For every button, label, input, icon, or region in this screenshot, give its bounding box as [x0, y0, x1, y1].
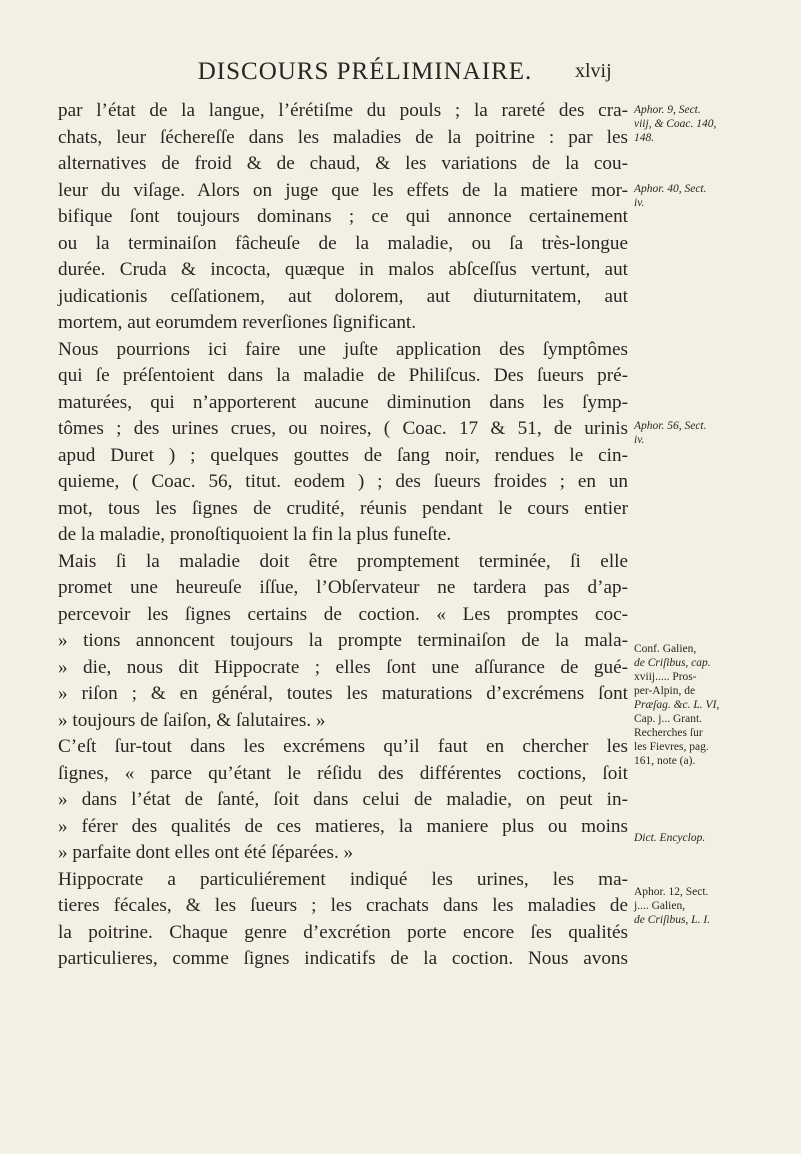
- margin-note-aphor-56: [634, 419, 754, 447]
- text-line: promet une heureuſe iſſue, l’Obſervateur ne tardera pas d’ap-: [58, 577, 628, 598]
- running-title: DISCOURS PRÉLIMINAIRE.: [197, 58, 533, 85]
- margin-note-line: xviij..... Pros-: [634, 671, 697, 683]
- margin-note-line: Conf. Galien,: [634, 643, 697, 655]
- text-line: chats, leur ſéchereſſe dans les maladies de la poitrine : par les: [58, 126, 628, 148]
- text-line: mortem, aut eorumdem reverſiones ſignificant.: [58, 312, 417, 333]
- margin-note-dict-encyclop: [634, 831, 754, 845]
- margin-note-line: Aphor. 12, Sect.: [634, 886, 709, 898]
- text-line: » toujours de ſaiſon, & ſalutaires. »: [58, 709, 326, 731]
- margin-note-aphor-9: [634, 103, 754, 145]
- text-line: de la maladie, pronoſtiquoient la fin la plus funeſte.: [58, 524, 452, 545]
- text-line: » parfaite dont elles ont été ſéparées. »: [58, 842, 354, 863]
- margin-note-line: Aphor. 56, Sect.: [634, 420, 707, 432]
- margin-note-line: per-Alpin, de: [634, 685, 696, 697]
- margin-note-line: de Criſibus, L. I.: [634, 914, 711, 926]
- margin-note-aphor-12: [634, 885, 754, 927]
- text-line: la poitrine. Chaque genre d’excrétion porte encore ſes qualités: [58, 921, 628, 943]
- margin-note-line: Recherches ſur: [634, 727, 703, 739]
- text-line: maturées, qui n’apporterent aucune diminution dans les ſymp-: [58, 391, 628, 413]
- text-line: quieme, ( Coac. 56, titut. eodem ) ; des ſueurs froides ; en un: [58, 471, 628, 492]
- text-line: » die, nous dit Hippocrate ; elles ſont une aſſurance de gué-: [58, 656, 628, 678]
- margin-note-line: viij, & Coac. 140,: [634, 118, 717, 130]
- margin-note-aphor-40: [634, 182, 754, 210]
- text-line: » dans l’état de ſanté, ſoit dans celui de maladie, on peut in-: [58, 789, 628, 810]
- text-line: ou la terminaiſon fâcheuſe de la maladie, ou ſa très-longue: [58, 232, 628, 254]
- margin-note-line: iv.: [634, 197, 645, 209]
- margin-note-line: j.... Galien,: [634, 900, 686, 912]
- text-line: » tions annoncent toujours la prompte terminaiſon de la mala-: [58, 630, 628, 651]
- text-line: apud Duret ) ; quelques gouttes de ſang noir, rendues le cin-: [58, 444, 628, 466]
- margin-note-line: 148.: [634, 132, 655, 144]
- text-line: durée. Cruda & incocta, quæque in malos abſceſſus vertunt, aut: [58, 259, 628, 280]
- text-line: tieres fécales, & les ſueurs ; les crachats dans les maladies de: [58, 895, 628, 916]
- text-line: bifique ſont toujours dominans ; ce qui annonce certainement: [58, 206, 628, 227]
- margin-note-line: Aphor. 40, Sect.: [634, 183, 707, 195]
- text-line: alternatives de froid & de chaud, & les variations de la cou-: [58, 153, 628, 174]
- margin-note-line: iv.: [634, 434, 645, 446]
- text-line: Hippocrate a particuliérement indiqué les urines, les ma-: [58, 868, 628, 890]
- text-line: » riſon ; & en général, toutes les maturations d’excrémens ſont: [58, 683, 628, 704]
- text-line: percevoir les ſignes certains de coction. « Les promptes coc-: [58, 603, 628, 625]
- text-line: particulieres, comme ſignes indicatifs de la coction. Nous avons: [58, 948, 628, 969]
- margin-note-line: Præſag. &c. L. VI,: [634, 699, 720, 711]
- margin-note-line: Cap. j... Grant.: [634, 713, 703, 725]
- text-line: Nous pourrions ici faire une juſte application des ſymptômes: [58, 338, 628, 360]
- margin-note-line: Dict. Encyclop.: [634, 832, 706, 844]
- text-line: qui ſe préſentoient dans la maladie de Philiſcus. Des ſueurs pré-: [58, 365, 628, 386]
- margin-note-galien: [634, 642, 754, 768]
- text-line: tômes ; des urines crues, ou noires, ( Coac. 17 & 51, de urinis: [58, 418, 628, 439]
- text-line: judicationis ceſſationem, aut dolorem, aut diuturnitatem, aut: [58, 285, 628, 307]
- text-line: » férer des qualités de ces matieres, la maniere plus ou moins: [58, 815, 628, 837]
- text-line: leur du viſage. Alors on juge que les effets de la matiere mor-: [58, 179, 628, 201]
- margin-note-line: de Criſibus, cap.: [634, 657, 711, 669]
- text-line: mot, tous les ſignes de crudité, réunis pendant le cours entier: [58, 497, 628, 519]
- page-number: xlvij: [575, 60, 612, 82]
- main-text: [58, 98, 628, 973]
- margin-note-line: les Fievres, pag.: [634, 741, 709, 753]
- text-line: ſignes, « parce qu’étant le réſidu des différentes coctions, ſoit: [58, 762, 628, 784]
- text-line: C’eſt ſur-tout dans les excrémens qu’il faut en chercher les: [58, 736, 628, 757]
- text-line: Mais ſi la maladie doit être promptement terminée, ſi elle: [58, 550, 628, 572]
- margin-note-line: 161, note (a).: [634, 755, 696, 767]
- margin-note-line: Aphor. 9, Sect.: [634, 104, 701, 116]
- text-line: par l’état de la langue, l’érétiſme du pouls ; la rareté des cra-: [58, 100, 628, 121]
- page-header: [0, 58, 801, 88]
